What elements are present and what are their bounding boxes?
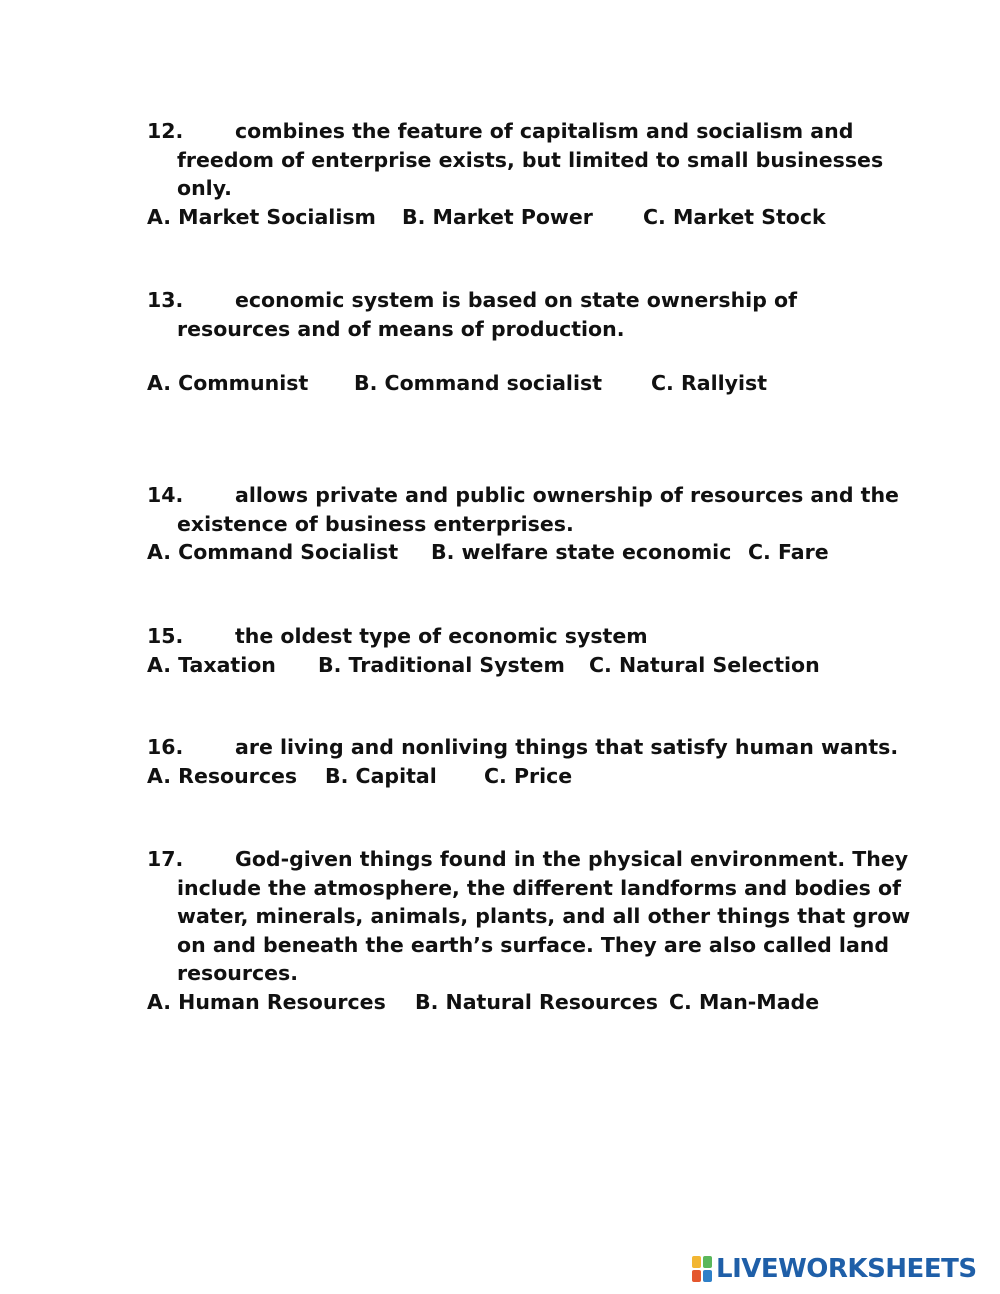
option-c[interactable]: C. Market Stock	[643, 204, 826, 229]
question-text: resources and of means of production.	[177, 316, 625, 341]
option-b[interactable]: B. Command socialist	[354, 371, 602, 396]
question-text: only.	[177, 176, 232, 201]
question-text: God-given things found in the physical environment. They	[235, 847, 909, 871]
brand-part-worksheets: WORKSHEETS	[778, 1254, 977, 1284]
question-text: economic system is based on state ownership of	[235, 288, 798, 312]
option-b[interactable]: B. Capital	[325, 763, 437, 788]
options-row	[147, 651, 887, 680]
question-number: 13.	[147, 288, 184, 312]
question-16	[147, 733, 899, 790]
liveworksheets-icon	[692, 1256, 712, 1282]
question-text: freedom of enterprise exists, but limited to small businesses	[177, 147, 884, 172]
option-a[interactable]: A. Resources	[147, 763, 298, 788]
question-12	[147, 117, 887, 231]
option-a[interactable]: A. Communist	[147, 371, 309, 396]
question-17	[147, 845, 911, 1017]
option-a[interactable]: A. Market Socialism	[147, 204, 376, 229]
option-b[interactable]: B. Natural Resources	[415, 989, 658, 1014]
question-text: resources.	[177, 961, 299, 986]
question-text: allows private and public ownership of resources and the	[235, 483, 899, 507]
option-a[interactable]: A. Human Resources	[147, 989, 386, 1014]
options-row	[147, 369, 887, 398]
option-b[interactable]: B. Traditional System	[318, 652, 565, 677]
question-text: combines the feature of capitalism and socialism and	[235, 119, 854, 143]
brand-part-live: LIVE	[716, 1254, 779, 1284]
logo-square-icon	[703, 1256, 712, 1268]
question-14	[147, 481, 899, 567]
logo-square-icon	[692, 1270, 701, 1282]
question-text: water, minerals, animals, plants, and all other things that grow	[177, 904, 911, 929]
question-number: 16.	[147, 735, 184, 759]
question-text: the oldest type of economic system	[235, 624, 648, 648]
question-text: existence of business enterprises.	[177, 511, 574, 536]
liveworksheets-logo	[692, 1253, 977, 1285]
option-c[interactable]: C. Man-Made	[669, 989, 820, 1014]
logo-square-icon	[703, 1270, 712, 1282]
options-row	[147, 762, 887, 791]
question-15	[147, 622, 887, 679]
question-text: on and beneath the earth’s surface. They are also called land	[177, 932, 890, 957]
question-number: 15.	[147, 624, 184, 648]
option-b[interactable]: B. welfare state economic	[431, 540, 732, 565]
options-row	[147, 538, 887, 567]
question-number: 12.	[147, 119, 184, 143]
option-a[interactable]: A. Taxation	[147, 652, 276, 677]
option-c[interactable]: C. Rallyist	[651, 371, 768, 396]
brand-name	[716, 1254, 977, 1284]
options-row	[147, 203, 887, 232]
question-number: 17.	[147, 847, 184, 871]
option-a[interactable]: A. Command Socialist	[147, 540, 399, 565]
question-number: 14.	[147, 483, 184, 507]
options-row	[147, 988, 887, 1017]
question-13	[147, 286, 887, 398]
logo-square-icon	[692, 1256, 701, 1268]
option-c[interactable]: C. Natural Selection	[589, 652, 820, 677]
option-c[interactable]: C. Price	[484, 763, 573, 788]
question-text: are living and nonliving things that satisfy human wants.	[235, 735, 899, 759]
question-text: include the atmosphere, the different landforms and bodies of	[177, 875, 902, 900]
option-b[interactable]: B. Market Power	[402, 204, 593, 229]
option-c[interactable]: C. Fare	[748, 540, 829, 565]
